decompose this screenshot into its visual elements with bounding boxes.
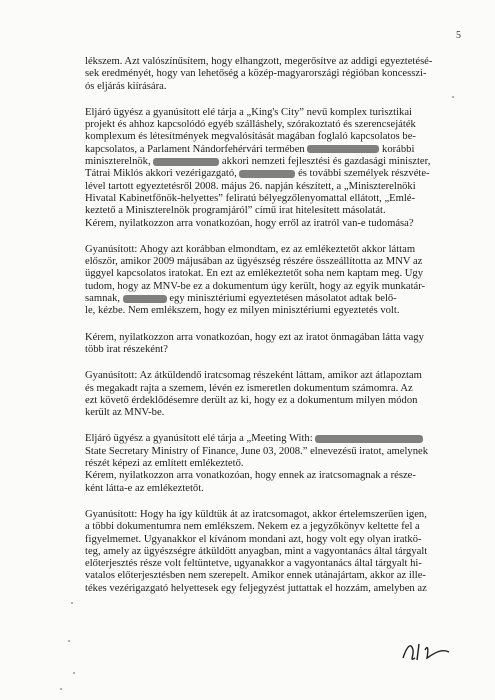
text-line: figyelmemet. Ugyanakkor el kívánom mondani azt, hogy volt egy olyan iratkö- [85,533,422,545]
text-line: Eljáró ügyész a gyanúsított elé tárja a „King's City” nevű komplex turisztikai [85,106,412,118]
text-line: Gyanúsított: Ahogy azt korábban elmondtam, ez az emlékeztetőt akkor láttam [85,243,416,255]
text-line: Gyanúsított: Hogy ha így küldtük át az iratcsomagot, akkor értelemszerűen igen, [85,508,427,520]
text-line: Eljáró ügyész a gyanúsított elé tárja a „Meeting With: [85,433,460,445]
paragraph-intro-end [85,56,460,93]
text-line: került az MNV-be. [85,407,165,419]
handwritten-signature [397,636,455,666]
paragraph-prosecutor-question-2 [85,332,460,357]
text-line: samnak, egy minisztériumi egyeztetésen másolatot adtak belő- [85,293,397,305]
text-line: Kérem, nyilatkozzon arra vonatkozóan, hogy ezt az iratot önmagában látta vagy [85,331,424,343]
text-line: részét képezi az említett emlékeztető. [85,458,244,470]
page-number: 5 [456,30,461,41]
redaction-mark [123,295,167,303]
text-line: lékszem. Azt valószínűsítem, hogy elhangzott, megerősítve az addigi egyeztetésé- [85,56,433,67]
text-line: Hivatal Kabinetfőnök-helyettes” feliratú bélyegzőlenyomattal ellátott, „Emlé- [85,192,416,204]
redaction-mark [153,158,219,166]
text-line: először, amikor 2009 májusában az ügyészség részére összeállította az MNV az [85,256,423,268]
text-line: Tátrai Miklós akkori vezérigazgató, és további személyek részvéte- [85,168,430,180]
redaction-mark [239,170,295,178]
text-line: projekt és ahhoz kapcsolódó egyéb szálláshely, szórakoztató és szerencsejáték [85,119,416,131]
paragraph-suspect-answer-2 [85,370,460,419]
text-line: Kérem, nyilatkozzon arra vonatkozóan, hogy ennek az iratcsomagnak a része- [85,470,416,482]
paragraph-suspect-answer-3 [85,509,460,595]
redaction-mark [315,435,423,443]
paragraph-suspect-answer-1 [85,244,460,318]
text-line: és megakadt rajta a szemem, lévén ez ismeretlen dokumentum számomra. Az [85,382,413,394]
text-line: Gyanúsított: Az átküldendő iratcsomag részeként láttam, amikor azt átlapoztam [85,370,422,382]
text-line: ezt követő érdeklődésemre derült az ki, hogy ez a dokumentum milyen módon [85,394,418,406]
text-line: kapcsolatos, a Parlament Nándorfehérvári termében korábbi [85,143,415,155]
text-line: le, kézbe. Nem emlékszem, hogy ez milyen minisztériumi egyeztetés volt. [85,305,400,317]
text-line: üggyel kapcsolatos iratokat. Én ezt az emlékeztetőt soha nem kaptam meg. Úgy [85,268,424,280]
text-line: komplexum és létesítmények megvalósítását magában foglaló kapcsolatos be- [85,131,416,143]
text-line: több irat részeként? [85,343,168,355]
redaction-mark [307,145,379,153]
text-line: tékes vezérigazgató helyettesek egy feljegyzést juttattak el hozzám, amelyben az [85,582,427,594]
paragraph-prosecutor-question-1 [85,107,460,230]
text-line: State Secretary Ministry of Finance, June 03, 2008.” elnevezésű iratot, amelynek [85,445,429,457]
text-line: keztető a Miniszterelnök programjáról” című irat hitelesített másolatát. [85,205,386,217]
text-line: lével tartott egyeztetésről 2008. május 26. napján készített, a „Miniszterelnöki [85,180,416,192]
text-line: Kérem, nyilatkozzon arra vonatkozóan, hogy erről az iratról van-e tudomása? [85,217,414,229]
text-line: előterjesztés része volt feltüntetve, ugyanakkor a vagyontanács által tárgyalt hi- [85,558,422,570]
text-line: ként látta-e az emlékeztetőt. [85,482,204,494]
text-line: vatalos előterjesztésben nem szerepelt. Amikor ennek utánajártam, akkor az ille- [85,570,426,582]
text-line: miniszterelnök, akkori nemzeti fejlesztési és gazdasági miniszter, [85,156,431,168]
document-body [85,56,460,595]
text-line: sek eredményét, hogy van lehetőség a közép-magyarországi régióban koncesszi- [85,68,427,80]
paragraph-prosecutor-question-3 [85,433,460,494]
text-line: a többi dokumentumra nem emlékszem. Nekem ez a jegyzőkönyv keltette fel a [85,521,420,533]
text-line: tudom, hogy az MNV-be ez a dokumentum úgy került, hogy az egyik munkatár- [85,280,426,292]
text-line: ós eljárás kiírására. [85,80,167,92]
text-line: teg, amely az ügyészségre átküldött anyagban, mint a vagyontanács által tárgyalt [85,545,428,557]
